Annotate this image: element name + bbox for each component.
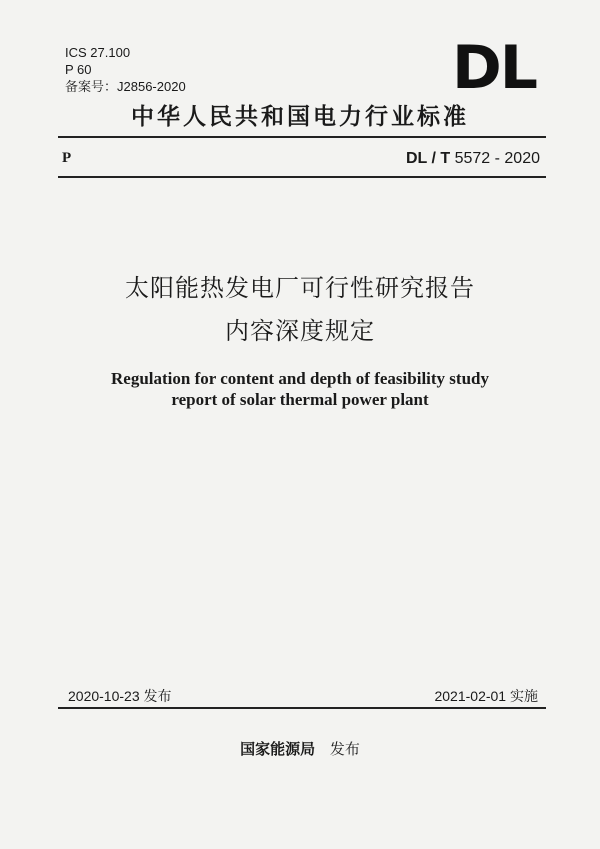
effective-date: 2021-02-01 实施 [434, 688, 538, 704]
english-title-line-2: report of solar thermal power plant [171, 390, 429, 409]
publisher-action: 发布 [329, 740, 360, 758]
standard-number-value: 5572 - 2020 [454, 150, 540, 167]
bottom-divider [58, 176, 546, 178]
standard-title: 中华人民共和国电力行业标准 [131, 104, 469, 130]
standard-number [406, 150, 540, 168]
publisher-org: 国家能源局 [240, 740, 316, 758]
chinese-title-line-2: 内容深度规定 [225, 317, 375, 345]
date-divider [58, 707, 546, 709]
issue-date: 2020-10-23 发布 [68, 688, 172, 704]
dl-logo: DL [451, 33, 536, 103]
top-divider [58, 136, 546, 138]
record-number: 备案号：J2856-2020 [65, 79, 186, 94]
standard-metadata [65, 44, 186, 95]
chinese-title-line-1: 太阳能热发电厂可行性研究报告 [125, 274, 475, 302]
ccs-code: P 60 [65, 62, 92, 77]
standard-number-prefix: DL / T [405, 150, 451, 167]
classification-letter: P [62, 150, 72, 166]
ics-code: ICS 27.100 [65, 45, 131, 60]
english-title-line-1: Regulation for content and depth of feasibility study [111, 369, 489, 388]
publisher [0, 738, 600, 759]
